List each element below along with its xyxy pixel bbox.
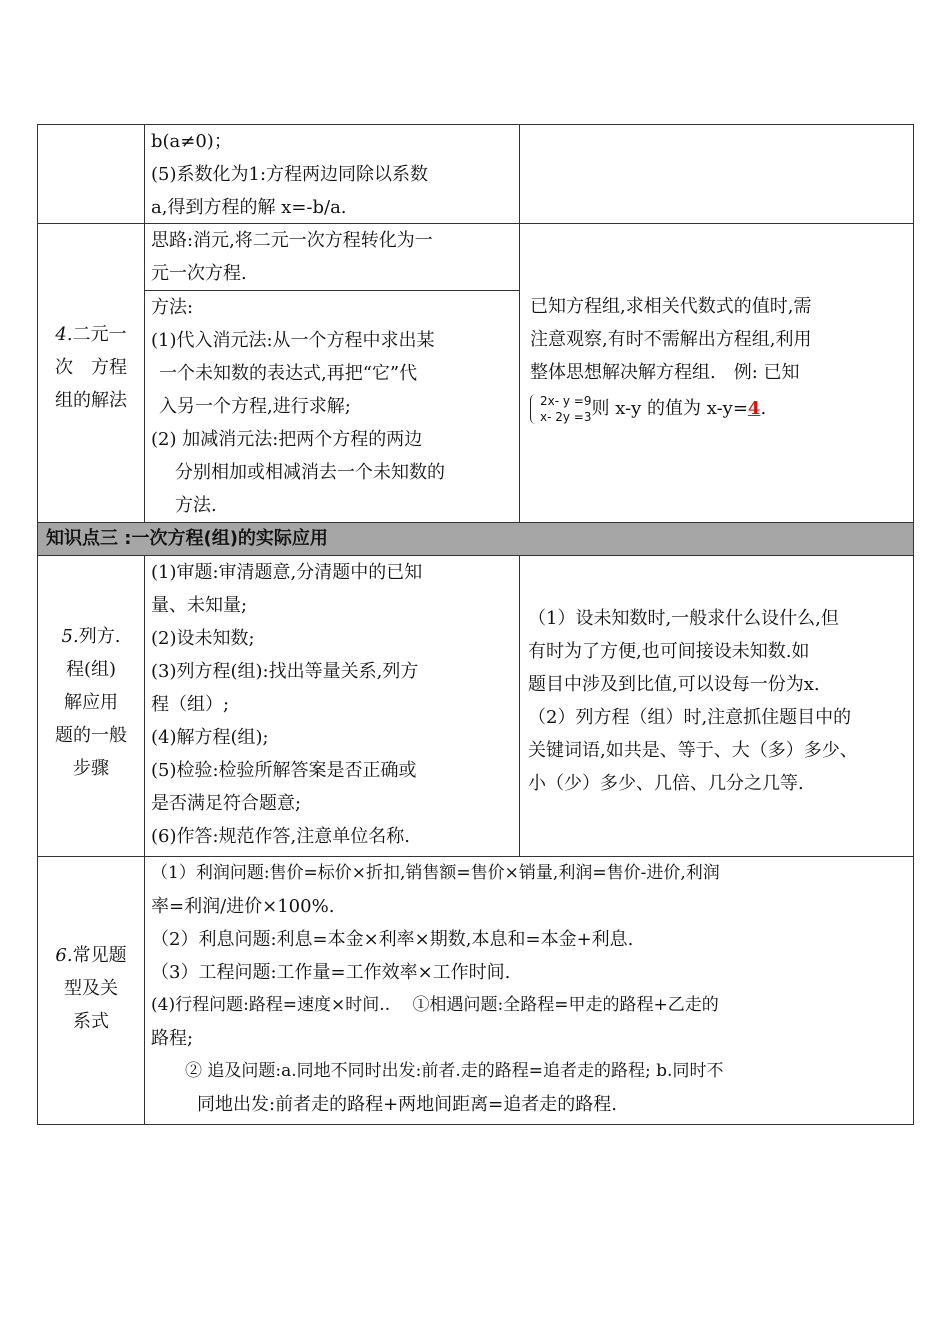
text-line: 题目中涉及到比值,可以设每一份为x. (528, 674, 820, 695)
text-line: (3)列方程(组):找出等量关系,列方 (151, 661, 419, 682)
text-line: (2)设未知数; (151, 628, 255, 649)
text-line: ② 追及问题:a.同地不同时出发:前者.走的路程=追者走的路程; b.同时不 (185, 1061, 724, 1081)
row2-idea-cell (144, 223, 520, 291)
label-line: 5.列方. (61, 626, 121, 647)
text-line: 同地出发:前者走的路程+两地间距离=追者走的路程. (197, 1094, 617, 1115)
text-line: （2）利息问题:利息=本金×利率×期数,本息和=本金+利息. (151, 929, 634, 950)
text-line: b(a≠0)； (151, 131, 232, 152)
text-line: 量、未知量; (151, 595, 248, 616)
label-line: 4.二元一 (55, 324, 127, 345)
text-line: 一个未知数的表达式,再把“它”代 (159, 363, 418, 384)
text-line: （1）利润问题:售价=标价×折扣,销售额=售价×销量,利润=售价-进价,利润 (151, 863, 720, 883)
text-line: 是否满足符合题意; (151, 793, 302, 814)
text-line: (2) 加减消元法:把两个方程的两边 (151, 429, 423, 450)
equation-2: x- 2y =3 (540, 410, 592, 424)
row2-method-cell (144, 290, 520, 523)
label-line: 次 方程 (55, 357, 127, 378)
text-line: (1)审题:审清题意,分清题中的已知 (151, 562, 423, 583)
row3-steps-cell (144, 555, 520, 857)
text-line: 方法. (175, 495, 217, 516)
text-line: 已知方程组,求相关代数式的值时,需 (530, 296, 812, 317)
example-line: 2x- y =9 x- 2y =3 则 x-y 的值为 x-y=4. (530, 389, 907, 429)
label-line: 型及关 (64, 978, 118, 999)
text-line: 关键词语,如共是、等于、大（多）多少、 (528, 740, 858, 761)
label-line: 程(组) (65, 659, 117, 680)
row1-note-cell (519, 124, 914, 224)
label-line: 题的一般 (55, 725, 127, 746)
label-line: 解应用 (64, 692, 118, 713)
text-line: 注意观察,有时不需解出方程组,利用 (530, 329, 812, 350)
text-line: 方法: (151, 297, 194, 318)
label-line: 组的解法 (55, 390, 127, 411)
label-number: 4. (55, 324, 73, 345)
text-line: (5)系数化为1:方程两边同除以系数 (151, 164, 429, 185)
text-line: 路程; (151, 1028, 194, 1049)
label-number: 6. (55, 945, 73, 966)
label-number: 5. (61, 626, 79, 647)
text-line: 思路:消元,将二元一次方程转化为一 (151, 230, 433, 251)
row2-note-cell (519, 223, 914, 523)
text-line: 程（组）; (151, 694, 230, 715)
equation-system (530, 393, 592, 425)
row4-content-cell (144, 856, 914, 1125)
row4-label-cell (37, 856, 145, 1125)
text-line: (6)作答:规范作答,注意单位名称. (151, 826, 411, 847)
answer-value: 4 (747, 398, 761, 419)
text-line: 入另一个方程,进行求解; (159, 396, 351, 417)
text-line: 有时为了方便,也可间接设未知数.如 (528, 641, 810, 662)
label-line: 系式 (73, 1011, 109, 1032)
label-line: 步骤 (73, 758, 109, 779)
row3-label-cell (37, 555, 145, 857)
text-line: 小（少）多少、几倍、几分之几等. (528, 773, 804, 794)
question-text: 则 x-y 的值为 x-y= (591, 398, 748, 419)
text-line: 分别相加或相减消去一个未知数的 (175, 462, 445, 483)
text-line: 整体思想解决解方程组. 例: 已知 (530, 362, 800, 383)
text-line: 率=利润/进价×100%. (151, 896, 335, 917)
text-line: （1）设未知数时,一般求什么设什么,但 (528, 608, 839, 629)
text-line: （3）工程问题:工作量=工作效率×工作时间. (151, 962, 511, 983)
row1-label-cell (37, 124, 145, 224)
row1-content-cell (144, 124, 520, 224)
text-line: (1)代入消元法:从一个方程中求出某 (151, 330, 435, 351)
text-line: (4)解方程(组); (151, 727, 269, 748)
text-line: 元一次方程. (151, 263, 247, 284)
text-line: (5)检验:检验所解答案是否正确或 (151, 760, 417, 781)
text-line: a,得到方程的解 x=-b/a. (151, 197, 347, 218)
equation-1: 2x- y =9 (540, 394, 592, 408)
text-line: (4)行程问题:路程=速度×时间.. ①相遇问题:全路程=甲走的路程+乙走的 (151, 995, 719, 1015)
section-header: 知识点三 :一次方程(组)的实际应用 (37, 522, 914, 556)
text-line: （2）列方程（组）时,注意抓住题目中的 (528, 707, 852, 728)
label-line: 6.常见题 (55, 945, 127, 966)
row2-label-cell (37, 223, 145, 523)
row3-note-cell (519, 555, 914, 857)
brace-icon (530, 394, 537, 424)
